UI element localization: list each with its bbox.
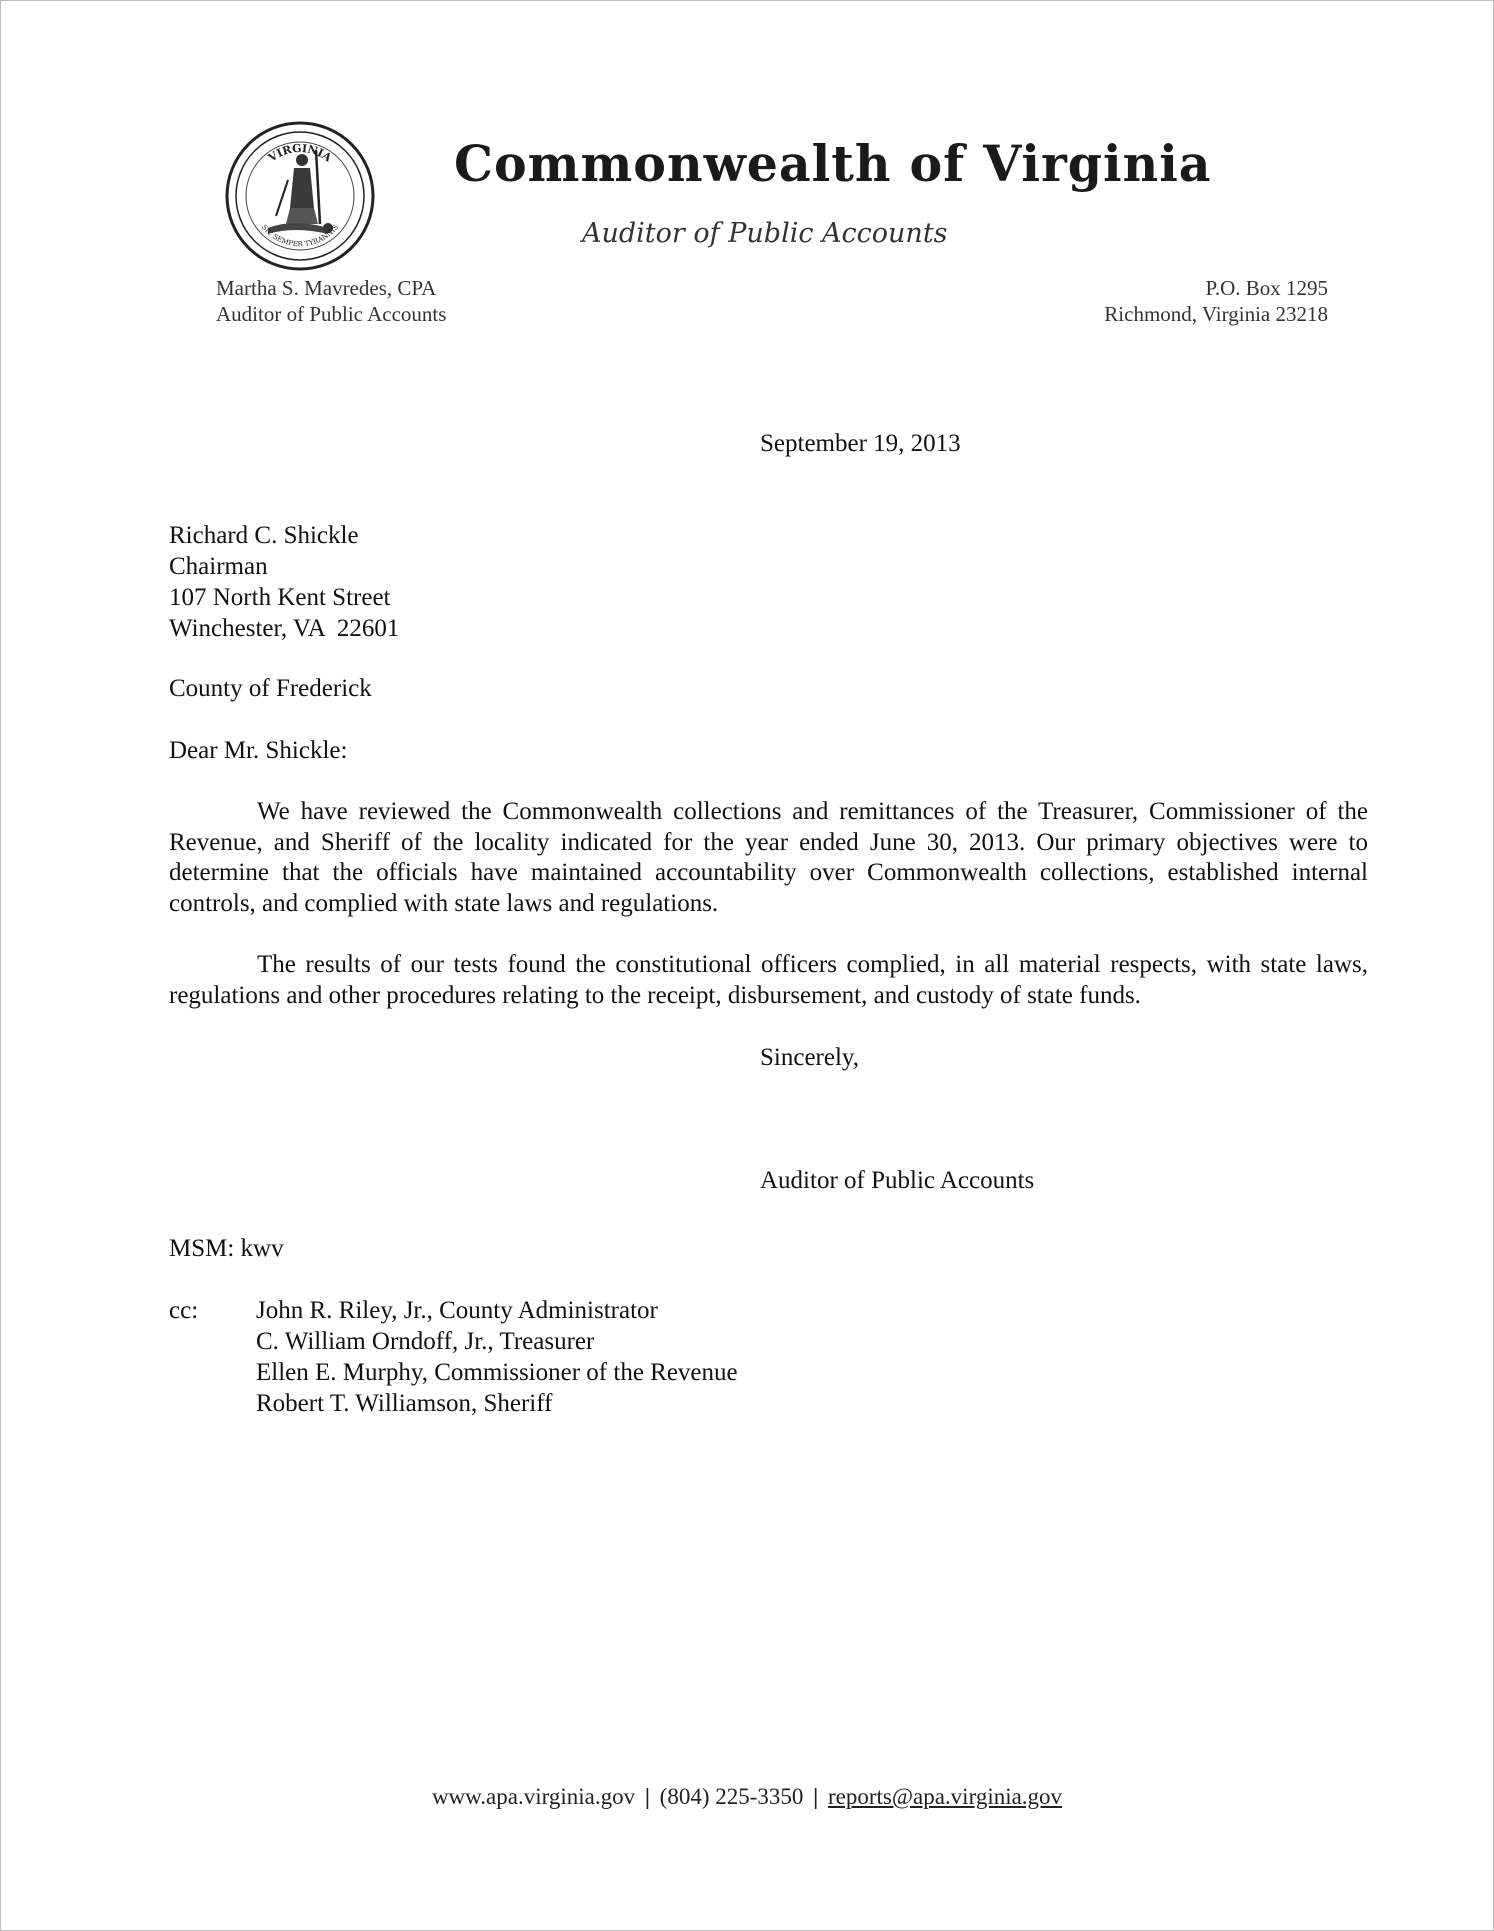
po-box: P.O. Box 1295 — [1205, 276, 1328, 300]
cc-recipient: Ellen E. Murphy, Commissioner of the Revenue — [256, 1359, 738, 1386]
footer-phone: (804) 225-3350 — [659, 1784, 804, 1809]
city-state-zip: Richmond, Virginia 23218 — [1104, 302, 1328, 326]
cc-recipient: C. William Orndoff, Jr., Treasurer — [256, 1328, 595, 1355]
auditor-title: Auditor of Public Accounts — [216, 302, 447, 326]
typist-initials: MSM: kwv — [169, 1235, 284, 1262]
cc-recipient: John R. Riley, Jr., County Administrator — [256, 1297, 658, 1324]
county-line: County of Frederick — [169, 675, 372, 702]
cc-recipient: Robert T. Williamson, Sheriff — [256, 1390, 553, 1417]
recipient-name: Richard C. Shickle — [169, 522, 359, 549]
closing: Sincerely, — [760, 1044, 860, 1071]
signature-title: Auditor of Public Accounts — [760, 1167, 1035, 1194]
auditor-name: Martha S. Mavredes, CPA — [216, 276, 437, 300]
footer — [0, 1784, 1494, 1810]
recipient-street: 107 North Kent Street — [169, 584, 391, 611]
letterhead-subtitle: Auditor of Public Accounts — [582, 218, 948, 249]
letterhead-title: Commonwealth of Virginia — [454, 134, 1212, 193]
footer-separator: | — [644, 1784, 650, 1809]
footer-website-link[interactable]: www.apa.virginia.gov — [431, 1784, 636, 1809]
recipient-title: Chairman — [169, 553, 268, 580]
virginia-seal-icon — [224, 120, 376, 272]
letter-date: September 19, 2013 — [760, 430, 961, 457]
cc-list — [256, 1295, 738, 1419]
letterhead-auditor-block — [216, 275, 446, 327]
seal-text: VIRGINIA — [266, 141, 334, 165]
cc-label: cc: — [169, 1297, 199, 1324]
seal-motto: SIC SEMPER TYRANNIS — [259, 223, 341, 249]
footer-separator: | — [813, 1784, 819, 1809]
footer-email-link[interactable]: reports@apa.virginia.gov — [827, 1784, 1063, 1809]
salutation: Dear Mr. Shickle: — [169, 737, 348, 764]
recipient-address — [169, 520, 399, 644]
letterhead-address-block — [1104, 275, 1328, 327]
recipient-city: Winchester, VA 22601 — [169, 615, 400, 642]
body-paragraph-1: We have reviewed the Commonwealth collections and remittances of the Treasurer, Commissioner of the Revenue, and Sheriff of the locality indicated for the year ended June 30, 2013. Our primary objectives were to determine that the officials have maintained accountability over Commonwealth collections, established internal controls, and complied with state laws and regulations. — [169, 798, 1368, 917]
body-paragraph-2: The results of our tests found the constitutional officers complied, in all material respects, with state laws, regulations and other procedures relating to the receipt, disbursement, and custody of state funds. — [169, 951, 1368, 1009]
